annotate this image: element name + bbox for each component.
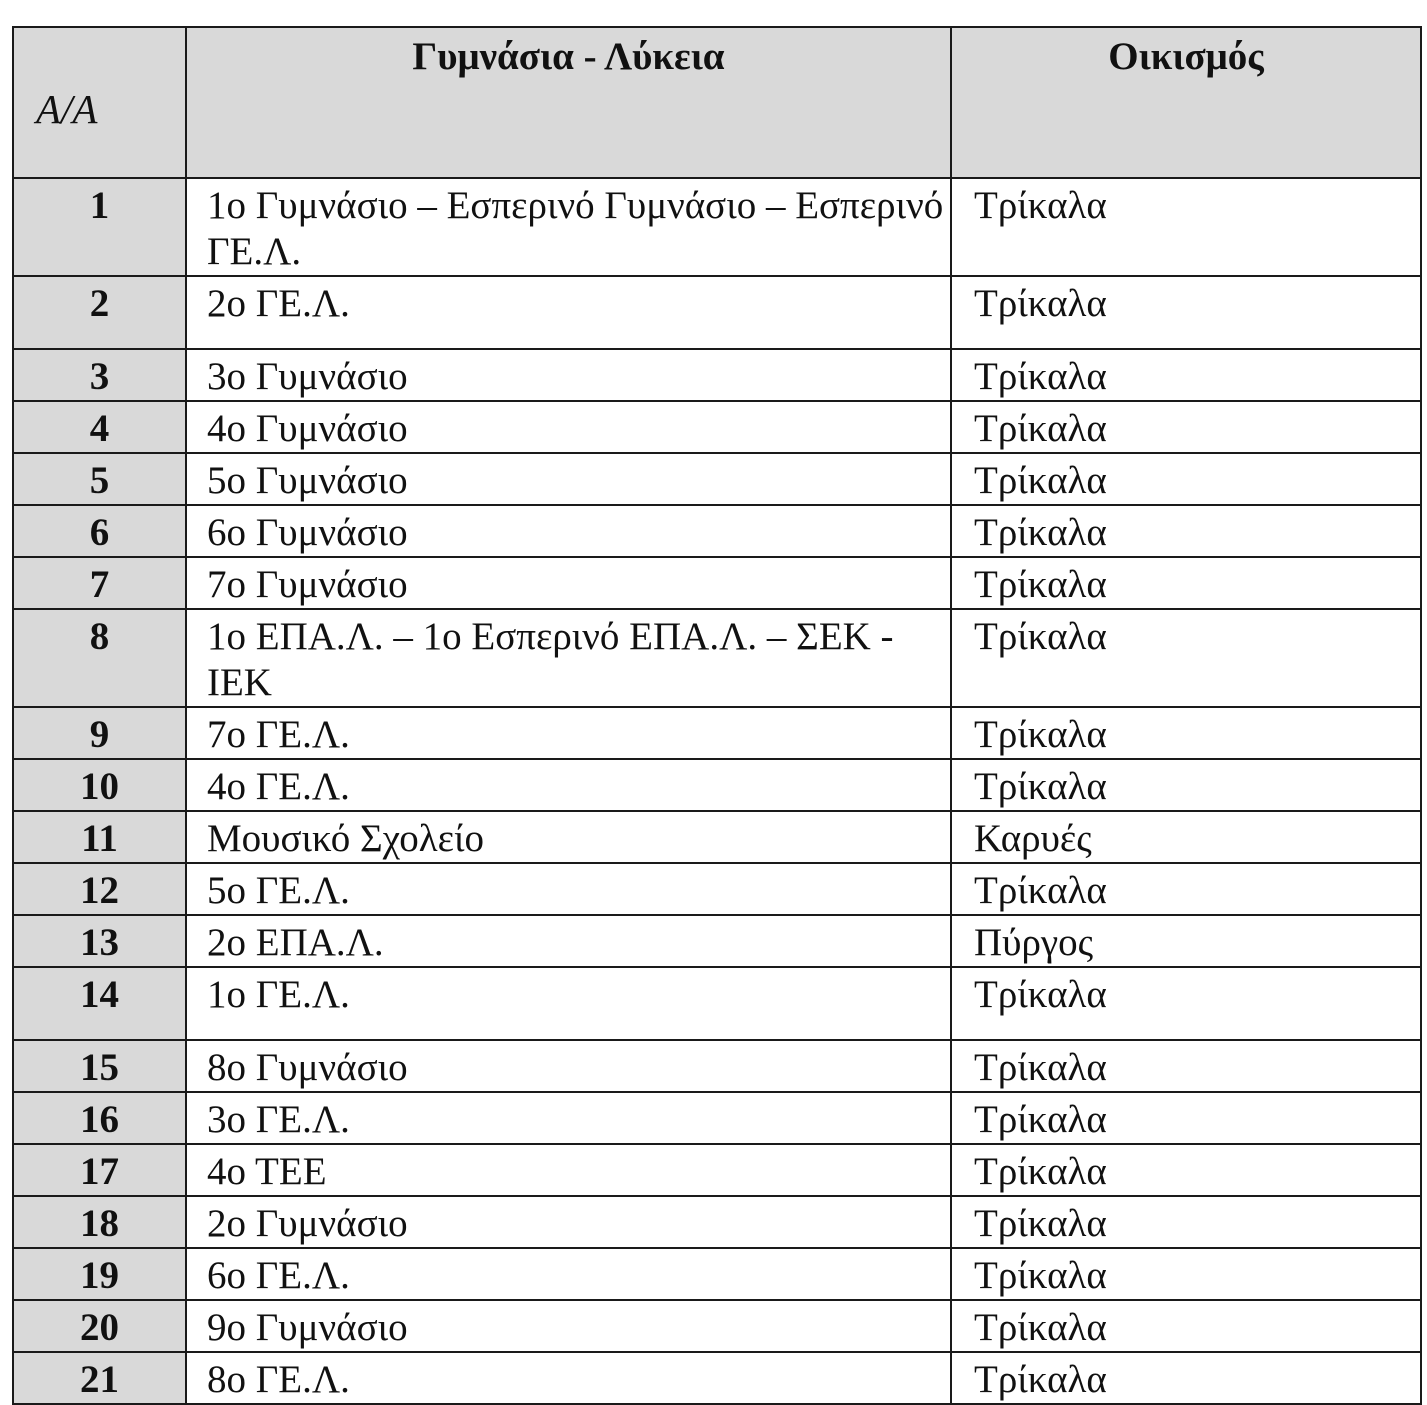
table-row [13, 967, 1421, 1040]
row-number: 18 [13, 1196, 186, 1248]
school-name: 1ο Γυμνάσιο – Εσπερινό Γυμνάσιο – Εσπερινό ΓΕ.Λ. [186, 178, 951, 276]
table-header [13, 27, 1421, 178]
settlement: Τρίκαλα [951, 401, 1421, 453]
row-number: 4 [13, 401, 186, 453]
table-row [13, 915, 1421, 967]
table-row [13, 1196, 1421, 1248]
school-name: 2ο Γυμνάσιο [186, 1196, 951, 1248]
table-row [13, 759, 1421, 811]
settlement: Τρίκαλα [951, 1144, 1421, 1196]
row-number: 14 [13, 967, 186, 1040]
table-row [13, 1040, 1421, 1092]
schools-sheet [12, 26, 1420, 1405]
row-number: 15 [13, 1040, 186, 1092]
header-cell-settlement [951, 27, 1421, 178]
table-row [13, 1300, 1421, 1352]
table-row [13, 453, 1421, 505]
table-row [13, 401, 1421, 453]
table-row [13, 349, 1421, 401]
settlement: Τρίκαλα [951, 1040, 1421, 1092]
row-number: 10 [13, 759, 186, 811]
school-name: 7ο ΓΕ.Λ. [186, 707, 951, 759]
row-number: 3 [13, 349, 186, 401]
table-row [13, 276, 1421, 349]
table-row [13, 1248, 1421, 1300]
row-number: 19 [13, 1248, 186, 1300]
row-number: 17 [13, 1144, 186, 1196]
table-row [13, 505, 1421, 557]
settlement: Τρίκαλα [951, 349, 1421, 401]
settlement: Τρίκαλα [951, 1248, 1421, 1300]
school-name: 7ο Γυμνάσιο [186, 557, 951, 609]
settlement: Καρυές [951, 811, 1421, 863]
table-row [13, 609, 1421, 707]
school-name: 1ο ΓΕ.Λ. [186, 967, 951, 1040]
schools-table [12, 26, 1422, 1405]
table-body [13, 178, 1421, 1404]
school-name: 5ο Γυμνάσιο [186, 453, 951, 505]
settlement: Τρίκαλα [951, 557, 1421, 609]
row-number: 9 [13, 707, 186, 759]
row-number: 20 [13, 1300, 186, 1352]
table-row [13, 178, 1421, 276]
settlement: Πύργος [951, 915, 1421, 967]
row-number: 11 [13, 811, 186, 863]
row-number: 7 [13, 557, 186, 609]
table-row [13, 1144, 1421, 1196]
settlement: Τρίκαλα [951, 453, 1421, 505]
school-name: 3ο ΓΕ.Λ. [186, 1092, 951, 1144]
row-number: 12 [13, 863, 186, 915]
school-name: 6ο ΓΕ.Λ. [186, 1248, 951, 1300]
school-name: 8ο ΓΕ.Λ. [186, 1352, 951, 1404]
settlement: Τρίκαλα [951, 1196, 1421, 1248]
header-schools-label: Γυμνάσια - Λύκεια [412, 35, 725, 78]
row-number: 5 [13, 453, 186, 505]
header-cell-number [13, 27, 186, 178]
school-name: 2ο ΓΕ.Λ. [186, 276, 951, 349]
school-name: 3ο Γυμνάσιο [186, 349, 951, 401]
settlement: Τρίκαλα [951, 1300, 1421, 1352]
settlement: Τρίκαλα [951, 967, 1421, 1040]
school-name: 1ο ΕΠΑ.Λ. – 1ο Εσπερινό ΕΠΑ.Λ. – ΣΕΚ - ΙΕΚ [186, 609, 951, 707]
row-number: 21 [13, 1352, 186, 1404]
row-number: 1 [13, 178, 186, 276]
row-number: 6 [13, 505, 186, 557]
settlement: Τρίκαλα [951, 863, 1421, 915]
table-row [13, 863, 1421, 915]
table-row [13, 1092, 1421, 1144]
table-row [13, 707, 1421, 759]
row-number: 2 [13, 276, 186, 349]
header-cell-schools [186, 27, 951, 178]
school-name: 8ο Γυμνάσιο [186, 1040, 951, 1092]
row-number: 8 [13, 609, 186, 707]
table-row [13, 811, 1421, 863]
row-number: 13 [13, 915, 186, 967]
settlement: Τρίκαλα [951, 759, 1421, 811]
header-settlement-label: Οικισμός [1108, 35, 1264, 78]
settlement: Τρίκαλα [951, 1352, 1421, 1404]
settlement: Τρίκαλα [951, 609, 1421, 707]
settlement: Τρίκαλα [951, 505, 1421, 557]
school-name: 4ο Γυμνάσιο [186, 401, 951, 453]
table-row [13, 557, 1421, 609]
header-number-label: Α/Α [36, 86, 98, 132]
school-name: Μουσικό Σχολείο [186, 811, 951, 863]
settlement: Τρίκαλα [951, 178, 1421, 276]
school-name: 4ο ΓΕ.Λ. [186, 759, 951, 811]
school-name: 9ο Γυμνάσιο [186, 1300, 951, 1352]
row-number: 16 [13, 1092, 186, 1144]
settlement: Τρίκαλα [951, 276, 1421, 349]
school-name: 6ο Γυμνάσιο [186, 505, 951, 557]
school-name: 5ο ΓΕ.Λ. [186, 863, 951, 915]
school-name: 4ο ΤΕΕ [186, 1144, 951, 1196]
settlement: Τρίκαλα [951, 1092, 1421, 1144]
settlement: Τρίκαλα [951, 707, 1421, 759]
table-row [13, 1352, 1421, 1404]
school-name: 2ο ΕΠΑ.Λ. [186, 915, 951, 967]
header-row [13, 27, 1421, 178]
